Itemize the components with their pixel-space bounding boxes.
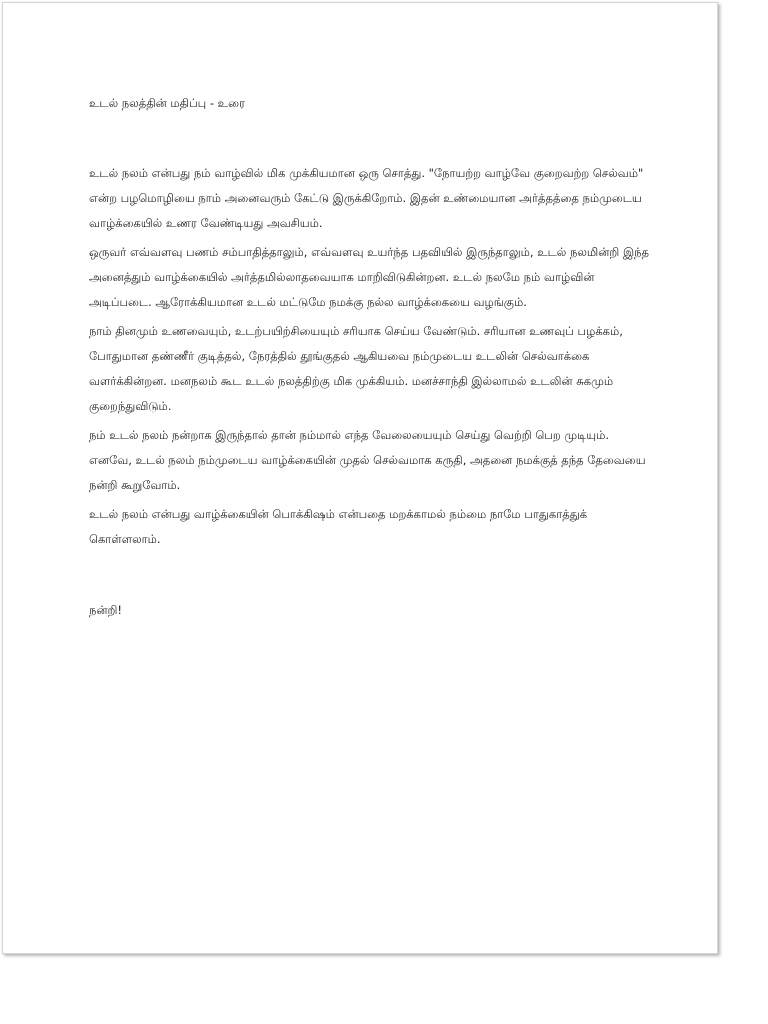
- document-title: உடல் நலத்தின் மதிப்பு - உரை: [89, 96, 245, 110]
- paragraph-3: நாம் தினமும் உணவையும், உடற்பயிற்சியையும் சரியாக செய்ய வேண்டும். சரியான உணவுப் பழக்கம், போதுமான தண்ணீர் குடித்தல், நேரத்தில் தூங்குதல் ஆகியவை நம்முடைய உடலின் செல்வாக்கை வளர்க்கின்றன. மனநலம் கூட உடல் நலத்திற்கு மிக முக்கியம். மனச்சாந்தி இல்லாமல் உடலின் சுகமும் குறைந்துவிடும்.: [89, 324, 623, 413]
- document-page: [2, 2, 718, 954]
- paragraph-2: ஒருவர் எவ்வளவு பணம் சம்பாதித்தாலும், எவ்வளவு உயர்ந்த பதவியில் இருந்தாலும், உடல் நலமின்றி இந்த அனைத்தும் வாழ்க்கையில் அர்த்தமில்லாதவையாக மாறிவிடுகின்றன. உடல் நலமே நம் வாழ்வின் அடிப்படை. ஆரோக்கியமான உடல் மட்டுமே நமக்கு நல்ல வாழ்க்கையை வழங்கும்.: [89, 245, 650, 309]
- paragraph-5: உடல் நலம் என்பது வாழ்க்கையின் பொக்கிஷம் என்பதை மறக்காமல் நம்மை நாமே பாதுகாத்துக் கொள்ளலாம்.: [89, 507, 588, 546]
- closing-text: நன்றி!: [89, 603, 123, 617]
- paragraph-4: நம் உடல் நலம் நன்றாக இருந்தால் தான் நம்மால் எந்த வேலையையும் செய்து வெற்றி பெற முடியும். எனவே, உடல் நலம் நம்முடைய வாழ்க்கையின் முதல் செல்வமாக கருதி, அதனை நமக்குத் தந்த தேவையை நன்றி கூறுவோம்.: [89, 428, 646, 492]
- paragraph-1: உடல் நலம் என்பது நம் வாழ்வில் மிக முக்கியமான ஒரு சொத்து. "நோயற்ற வாழ்வே குறைவற்ற செல்வம்" என்ற பழமொழியை நாம் அனைவரும் கேட்டு இருக்கிறோம். இதன் உண்மையான அர்த்தத்தை நம்முடைய வாழ்க்கையில் உணர வேண்டியது அவசியம்.: [89, 166, 644, 230]
- document-body: [89, 91, 649, 622]
